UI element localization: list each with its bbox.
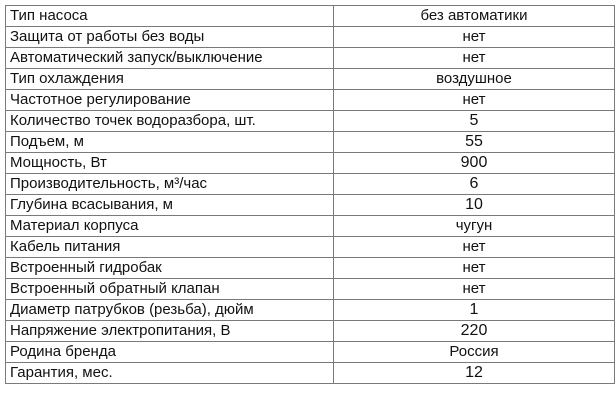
table-row — [6, 132, 615, 153]
parameter-name: Тип охлаждения — [6, 69, 334, 90]
table-row — [6, 258, 615, 279]
parameter-value: 6 — [333, 174, 614, 195]
parameter-name: Диаметр патрубков (резьба), дюйм — [6, 300, 334, 321]
table-row — [6, 279, 615, 300]
table-row — [6, 237, 615, 258]
parameter-value: 1 — [333, 300, 614, 321]
table-row — [6, 153, 615, 174]
parameter-value: нет — [333, 27, 614, 48]
parameter-name: Напряжение электропитания, В — [6, 321, 334, 342]
table-row — [6, 300, 615, 321]
parameter-value: нет — [333, 90, 614, 111]
table-row — [6, 216, 615, 237]
parameter-name: Тип насоса — [6, 6, 334, 27]
table-row — [6, 174, 615, 195]
parameter-value: 12 — [333, 363, 614, 384]
parameter-value: 220 — [333, 321, 614, 342]
parameter-name: Встроенный гидробак — [6, 258, 334, 279]
parameter-name: Глубина всасывания, м — [6, 195, 334, 216]
parameter-value: 10 — [333, 195, 614, 216]
parameter-name: Гарантия, мес. — [6, 363, 334, 384]
parameter-value: 900 — [333, 153, 614, 174]
table-row — [6, 342, 615, 363]
table-row — [6, 27, 615, 48]
parameter-value: Россия — [333, 342, 614, 363]
parameter-name: Кабель питания — [6, 237, 334, 258]
table-row — [6, 69, 615, 90]
table-row — [6, 6, 615, 27]
parameter-name: Количество точек водоразбора, шт. — [6, 111, 334, 132]
parameter-value: нет — [333, 279, 614, 300]
parameter-value: 55 — [333, 132, 614, 153]
table-row — [6, 48, 615, 69]
parameter-name: Частотное регулирование — [6, 90, 334, 111]
parameter-name: Материал корпуса — [6, 216, 334, 237]
parameter-name: Родина бренда — [6, 342, 334, 363]
table-row — [6, 363, 615, 384]
parameter-value: воздушное — [333, 69, 614, 90]
parameter-name: Подъем, м — [6, 132, 334, 153]
parameter-name: Защита от работы без воды — [6, 27, 334, 48]
parameter-value: нет — [333, 237, 614, 258]
parameter-value: нет — [333, 48, 614, 69]
parameter-value: чугун — [333, 216, 614, 237]
parameter-value: без автоматики — [333, 6, 614, 27]
parameter-value: нет — [333, 258, 614, 279]
specifications-table — [5, 5, 615, 384]
table-row — [6, 111, 615, 132]
table-row — [6, 321, 615, 342]
parameter-name: Производительность, м³/час — [6, 174, 334, 195]
parameter-name: Мощность, Вт — [6, 153, 334, 174]
table-row — [6, 90, 615, 111]
table-row — [6, 195, 615, 216]
parameter-value: 5 — [333, 111, 614, 132]
parameter-name: Автоматический запуск/выключение — [6, 48, 334, 69]
parameter-name: Встроенный обратный клапан — [6, 279, 334, 300]
